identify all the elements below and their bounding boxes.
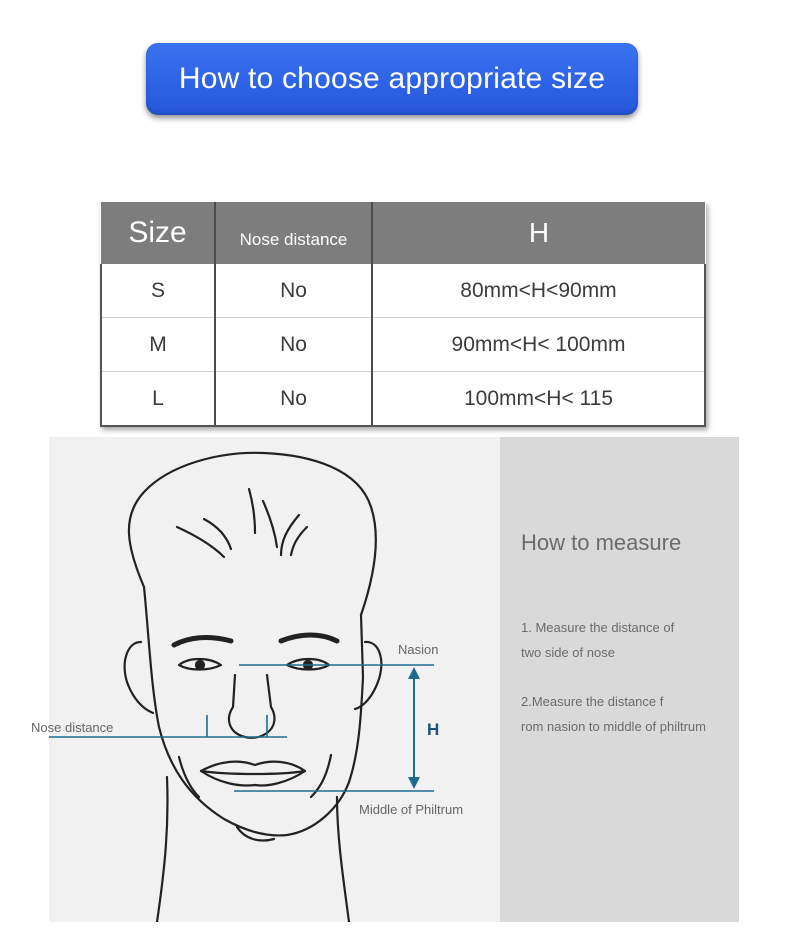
table-row [101, 318, 705, 372]
label-h: H [427, 720, 440, 739]
label-philtrum: Middle of Philtrum [359, 802, 464, 817]
cell-h: 100mm<H< 115 [372, 372, 705, 427]
instruction-step-2 [521, 689, 706, 739]
cell-h: 90mm<H< 100mm [372, 318, 705, 372]
face-outline [144, 587, 363, 835]
step-2-line-2: rom nasion to middle of philtrum [521, 719, 706, 734]
label-nose-distance: Nose distance [31, 720, 114, 735]
cell-size: S [101, 264, 215, 318]
table-row [101, 264, 705, 318]
cell-size: M [101, 318, 215, 372]
table-row [101, 372, 705, 427]
h-arrow-down [408, 777, 420, 789]
step-1-line-2: two side of nose [521, 645, 615, 660]
instructions-panel [500, 437, 739, 922]
measurement-panel [31, 437, 739, 922]
label-nasion: Nasion [398, 642, 439, 657]
step-1-line-1: 1. Measure the distance of [521, 620, 675, 635]
cell-nose: No [215, 372, 372, 427]
right-ear [355, 642, 381, 709]
neck-outline [157, 777, 349, 922]
cell-h: 80mm<H<90mm [372, 264, 705, 318]
hair-outline [129, 453, 376, 615]
cell-size: L [101, 372, 215, 427]
header-h: H [372, 202, 705, 264]
h-arrow-up [408, 667, 420, 679]
right-eyebrow [281, 635, 337, 641]
header-size: Size [101, 202, 215, 264]
face-illustration [49, 437, 500, 922]
header-nose-distance: Nose distance [215, 202, 372, 264]
cell-nose: No [215, 264, 372, 318]
page-title-banner: How to choose appropriate size [146, 43, 638, 115]
instruction-step-1 [521, 615, 674, 665]
cell-nose: No [215, 318, 372, 372]
hair-strands [177, 489, 307, 557]
left-eyebrow [174, 638, 231, 645]
size-table [100, 202, 706, 427]
mouth-line [201, 771, 305, 774]
table-header-row [101, 202, 705, 264]
left-pupil [196, 661, 204, 669]
step-2-line-1: 2.Measure the distance f [521, 694, 664, 709]
instructions-title: How to measure [521, 530, 682, 555]
